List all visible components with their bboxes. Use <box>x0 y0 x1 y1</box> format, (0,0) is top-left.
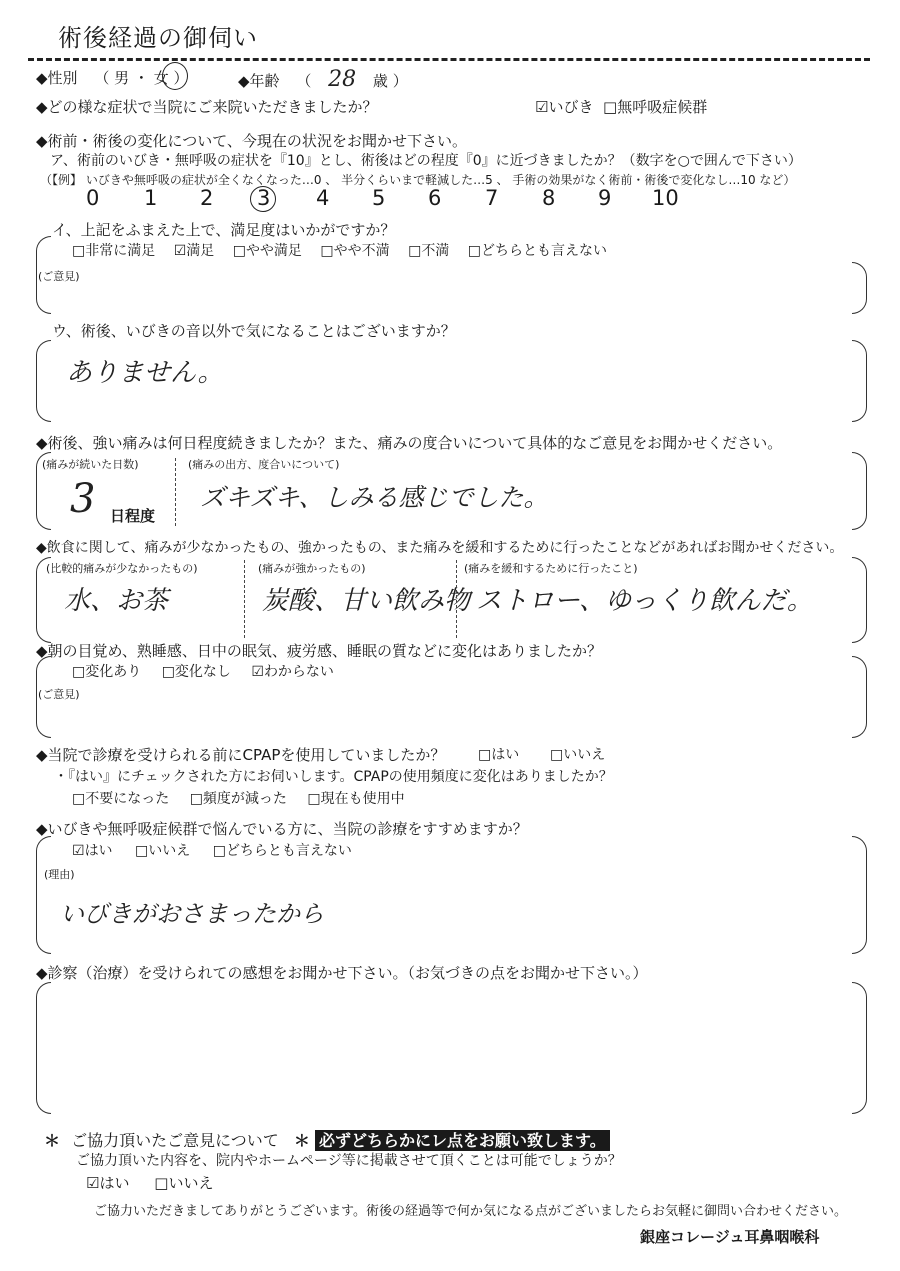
bracket-left <box>36 836 51 954</box>
recommend-option-no[interactable]: □ いいえ <box>135 843 190 859</box>
clinic-name: 銀座コレージュ耳鼻咽喉科 <box>640 1228 820 1246</box>
checkbox-checked-icon <box>174 243 187 259</box>
satisfaction-option-satisfied[interactable]: ☑ 満足 <box>174 243 215 259</box>
food-strong-label: (痛みが強かったもの) <box>258 562 366 575</box>
checkbox-icon <box>72 791 85 807</box>
consent-options <box>86 1172 213 1193</box>
checkbox-icon <box>408 243 421 259</box>
scale-3[interactable]: 3 <box>257 186 271 210</box>
bracket-left <box>36 340 51 422</box>
bracket-right <box>852 452 867 530</box>
cpap-option-yes[interactable]: □ はい <box>478 744 519 764</box>
other-concerns-question: ウ、術後、いびきの音以外で気になることはございますか？ <box>52 322 456 340</box>
column-divider <box>175 458 176 526</box>
pain-days-unit: 日程度 <box>110 507 156 525</box>
bracket-right <box>852 262 867 314</box>
checkbox-icon <box>213 843 226 859</box>
food-relief-answer[interactable]: ストロー、ゆっくり飲んだ。 <box>476 586 813 616</box>
food-relief-label: (痛みを緩和するために行ったこと) <box>464 562 638 575</box>
consent-option-yes[interactable]: ☑ はい <box>86 1174 129 1192</box>
checkbox-icon <box>72 664 85 680</box>
change-sub-a: ア、術前のいびき・無呼吸の症状を『10』とし、術後はどの程度『0』に近づきましたか？（数字を○で囲んで下さい） <box>50 153 802 169</box>
age-question: ◆年齢 （ 28 歳 ） <box>238 67 408 92</box>
checkbox-checked-icon <box>86 1174 99 1192</box>
sex-question: ◆性別 （ 男 ・ 女 ） <box>36 69 189 87</box>
checkbox-icon <box>154 1174 168 1192</box>
checkbox-icon <box>603 98 617 116</box>
title-divider <box>28 58 870 61</box>
scale-selection-circle <box>250 186 276 212</box>
pain-degree-label: (痛みの出方、度合いについて) <box>188 458 340 471</box>
food-question: ◆飲食に関して、痛みが少なかったもの、強かったもの、また痛みを緩和するために行ったことなどがあればお聞かせください。 <box>36 540 844 556</box>
bracket-left <box>36 982 51 1114</box>
sleep-question: ◆朝の目覚め、熟睡感、日中の眠気、疲労感、睡眠の質などに変化はありましたか？ <box>36 642 602 660</box>
sex-option-female[interactable]: 女 <box>153 69 169 87</box>
bracket-right <box>852 557 867 643</box>
sleep-option-unknown[interactable]: ☑ わからない <box>251 664 334 680</box>
scale-5[interactable]: 5 <box>372 186 386 210</box>
cpap-followup-unneeded[interactable]: □ 不要になった <box>72 791 169 807</box>
recommend-option-neutral[interactable]: □ どちらとも言えない <box>213 843 352 859</box>
satisfaction-option-very[interactable]: □ 非常に満足 <box>72 243 155 259</box>
scale-0[interactable]: 0 <box>86 186 100 210</box>
change-heading: ◆術前・術後の変化について、今現在の状況をお聞かせ下さい。 <box>36 132 467 150</box>
pain-degree-answer[interactable]: ズキズキ、しみる感じでした。 <box>200 483 549 512</box>
checkbox-icon <box>550 747 563 763</box>
scale-2[interactable]: 2 <box>200 186 214 210</box>
scale-7[interactable]: 7 <box>485 186 499 210</box>
symptom-option-apnea[interactable]: □ 無呼吸症候群 <box>603 96 707 117</box>
cpap-followup-still[interactable]: □ 現在も使用中 <box>307 791 404 807</box>
satisfaction-option-somewhat[interactable]: □ やや満足 <box>233 243 302 259</box>
checkbox-checked-icon <box>72 843 85 859</box>
bracket-right <box>852 340 867 422</box>
page-title: 術後経過の御伺い <box>58 24 258 52</box>
pain-days-value[interactable]: 3 <box>70 476 96 522</box>
recommend-question: ◆いびきや無呼吸症候群で悩んでいる方に、当院の診療をすすめますか？ <box>36 820 528 838</box>
food-less-answer[interactable]: 水、お茶 <box>64 586 169 616</box>
consent-required-note: 必ずどちらかにレ点をお願い致します。 <box>315 1130 610 1151</box>
food-strong-answer[interactable]: 炭酸、甘い飲み物 <box>262 586 471 616</box>
checkbox-icon <box>478 747 491 763</box>
checkbox-icon <box>307 791 320 807</box>
scale-4[interactable]: 4 <box>316 186 330 210</box>
female-selection-circle <box>162 62 188 90</box>
bracket-right <box>852 836 867 954</box>
recommend-reason-label: (理由) <box>44 868 75 881</box>
sleep-options <box>72 661 334 681</box>
scale-8[interactable]: 8 <box>542 186 556 210</box>
column-divider <box>244 560 245 638</box>
cpap-followup-options <box>72 788 405 808</box>
sleep-option-unchanged[interactable]: □ 変化なし <box>162 664 231 680</box>
column-divider <box>456 560 457 638</box>
satisfaction-option-neutral[interactable]: □ どちらとも言えない <box>468 243 607 259</box>
sleep-option-changed[interactable]: □ 変化あり <box>72 664 141 680</box>
checkbox-checked-icon <box>535 98 548 116</box>
cpap-option-no[interactable]: □ いいえ <box>550 744 605 764</box>
checkbox-icon <box>135 843 148 859</box>
checkbox-icon <box>190 791 203 807</box>
checkbox-icon <box>233 243 246 259</box>
cpap-question: ◆当院で診療を受けられる前にCPAPを使用していましたか？ <box>36 746 446 764</box>
symptom-question: ◆どの様な症状で当院にご来院いただきましたか？ <box>36 98 378 116</box>
scale-10[interactable]: 10 <box>652 186 679 210</box>
checkbox-icon <box>162 664 175 680</box>
recommend-option-yes[interactable]: ☑ はい <box>72 843 113 859</box>
recommend-reason-answer[interactable]: いびきがおさまったから <box>60 900 324 928</box>
pain-days-label: (痛みが続いた日数) <box>42 458 139 471</box>
checkbox-checked-icon <box>251 664 264 680</box>
scale-9[interactable]: 9 <box>598 186 612 210</box>
satisfaction-option-somewhat-dis[interactable]: □ やや不満 <box>320 243 389 259</box>
cpap-followup-reduced[interactable]: □ 頻度が減った <box>190 791 287 807</box>
impression-question: ◆診察（治療）を受けられての感想をお聞かせ下さい。（お気づきの点をお聞かせ下さい。） <box>36 964 648 982</box>
pain-question: ◆術後、強い痛みは何日程度続きましたか？また、痛みの度合いについて具体的なご意見をお聞かせください。 <box>36 434 783 452</box>
footer-thanks: ご協力いただきましてありがとうございます。術後の経過等で何か気になる点がございましたらお気軽に御問い合わせください。 <box>94 1204 847 1219</box>
consent-question: ご協力頂いた内容を、院内やホームページ等に掲載させて頂くことは可能でしょうか？ <box>76 1153 622 1169</box>
impression-answer-area[interactable] <box>60 990 840 1105</box>
bracket-right <box>852 656 867 738</box>
recommend-options <box>72 840 352 860</box>
checkbox-icon <box>320 243 333 259</box>
change-example: （【例】 いびきや無呼吸の症状が全くなくなった…0 、 半分くらいまで軽減した…5 、 手術の効果がなく術前・術後で変化なし…10 など） <box>40 173 796 187</box>
checkbox-icon <box>72 243 85 259</box>
satisfaction-options <box>72 240 607 260</box>
consent-heading-row: ＊ ご協力頂いたご意見について ＊ 必ずどちらかにレ点をお願い致します。 <box>44 1128 610 1151</box>
satisfaction-comment-label: (ご意見) <box>38 270 80 283</box>
sleep-comment-label: (ご意見) <box>38 688 80 701</box>
checkbox-icon <box>468 243 481 259</box>
cpap-followup: ・『はい』にチェックされた方にお伺いします。CPAPの使用頻度に変化はありましたか？ <box>54 769 613 785</box>
other-concerns-answer[interactable]: ありません。 <box>66 358 224 388</box>
symptom-option-snoring[interactable]: ☑ いびき <box>535 96 593 117</box>
satisfaction-question: イ、上記をふまえた上で、満足度はいかがですか？ <box>52 221 396 239</box>
bracket-right <box>852 982 867 1114</box>
consent-option-no[interactable]: □ いいえ <box>154 1174 213 1192</box>
scale-6[interactable]: 6 <box>428 186 442 210</box>
age-value[interactable]: 28 <box>328 67 357 92</box>
sex-option-male[interactable]: 男 <box>114 69 130 87</box>
satisfaction-option-dis[interactable]: □ 不満 <box>408 243 449 259</box>
food-less-label: (比較的痛みが少なかったもの) <box>46 562 198 575</box>
scale-1[interactable]: 1 <box>144 186 158 210</box>
